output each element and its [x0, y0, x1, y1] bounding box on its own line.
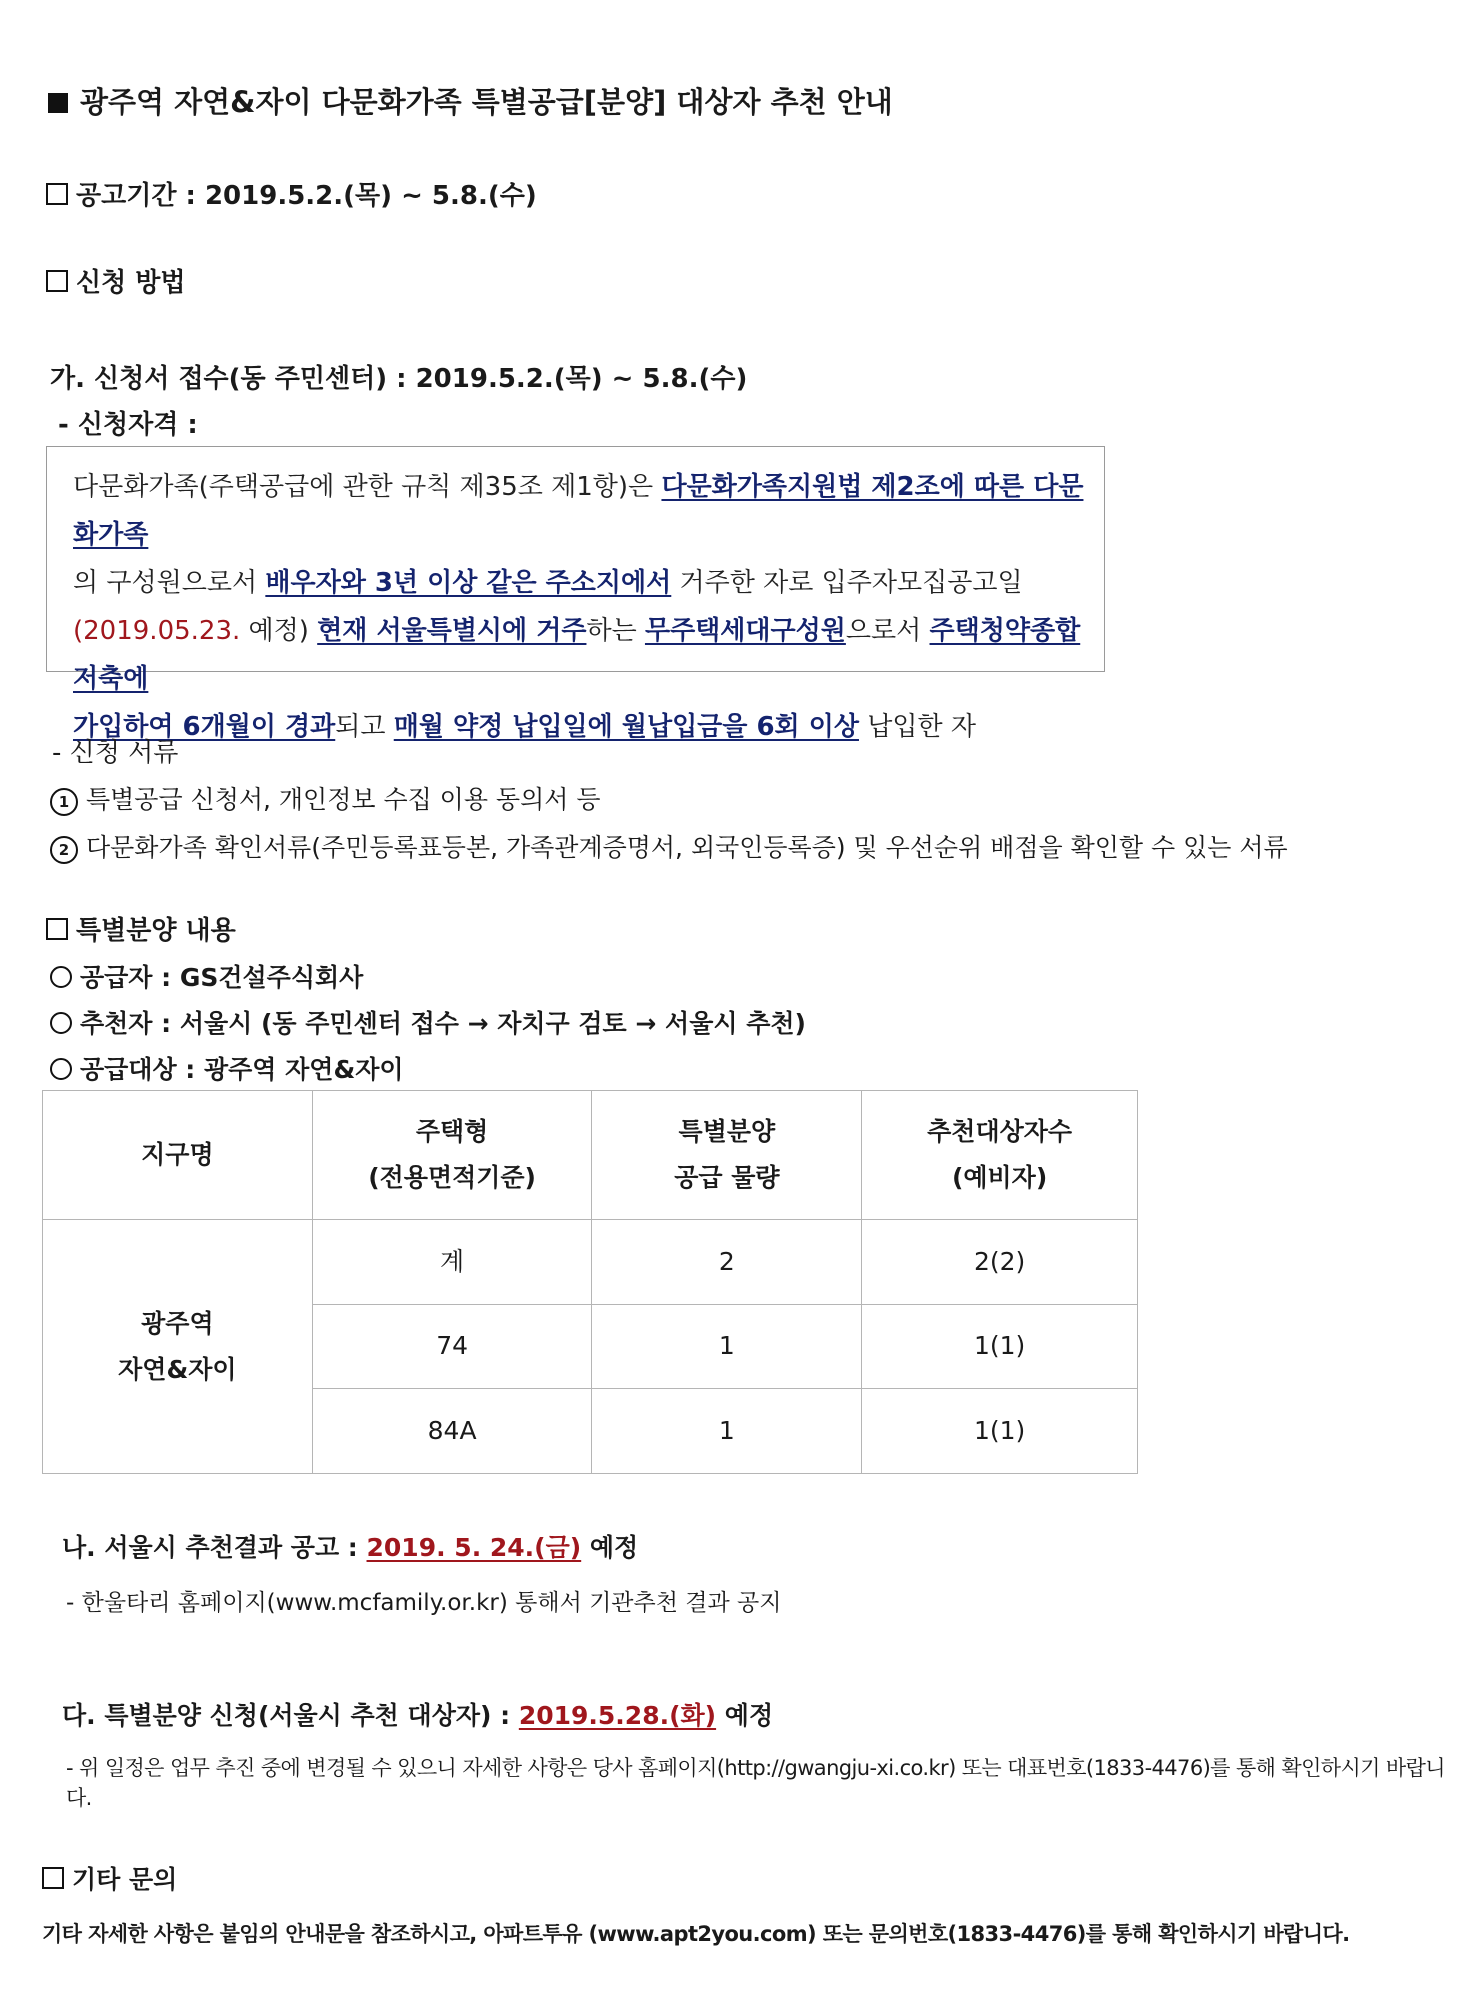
circle-bullet-icon	[50, 1012, 72, 1034]
type-cell: 84A	[312, 1389, 592, 1474]
document-item: 2 다문화가족 확인서류(주민등록표등본, 가족관계증명서, 외국인등록증) 및 우선순위 배점을 확인할 수 있는 서류	[50, 828, 1288, 864]
checkbox-square-icon	[46, 270, 68, 292]
header-housing-type: 주택형 (전용면적기준)	[312, 1091, 592, 1220]
special-supply-heading: 특별분양 내용	[46, 910, 236, 947]
notice-period: 공고기간 : 2019.5.2.(목) ~ 5.8.(수)	[46, 175, 537, 212]
qty-cell: 1	[592, 1389, 862, 1474]
other-heading: 기타 문의	[42, 1860, 177, 1896]
step-na: 나. 서울시 추천결과 공고 : 2019. 5. 24.(금) 예정	[62, 1533, 639, 1562]
circled-number: 2	[50, 836, 78, 864]
table-header-row	[43, 1091, 1138, 1220]
qualification-box	[46, 446, 1105, 742]
circled-number: 1	[50, 788, 78, 816]
target-line: 공급대상 : 광주역 자연&자이	[50, 1050, 404, 1086]
page-title: 광주역 자연&자이 다문화가족 특별공급[분양] 대상자 추천 안내	[48, 80, 893, 121]
recommended-cell: 1(1)	[862, 1389, 1138, 1474]
document-item: 1 특별공급 신청서, 개인정보 수집 이용 동의서 등	[50, 780, 600, 816]
application-method-heading: 신청 방법	[46, 262, 186, 299]
qualification-label: - 신청자격 :	[58, 410, 198, 440]
qty-cell: 1	[592, 1304, 862, 1389]
table-row	[43, 1220, 1138, 1305]
type-cell: 계	[312, 1220, 592, 1305]
circle-bullet-icon	[50, 1058, 72, 1080]
step-ga: 가. 신청서 접수(동 주민센터) : 2019.5.2.(목) ~ 5.8.(수)	[50, 364, 748, 394]
type-cell: 74	[312, 1304, 592, 1389]
step-da: 다. 특별분양 신청(서울시 추천 대상자) : 2019.5.28.(화) 예정	[62, 1701, 774, 1730]
header-district: 지구명	[43, 1091, 313, 1220]
documents-label: - 신청 서류	[52, 738, 179, 768]
checkbox-square-icon	[46, 918, 68, 940]
supply-table	[42, 1090, 1138, 1474]
step-da-note: - 위 일정은 업무 추진 중에 변경될 수 있으니 자세한 사항은 당사 홈페이지(http://gwangju-xi.co.kr) 또는 대표번호(1833-4476)를 통해 확인하시기 바랍니다.	[66, 1756, 1445, 1810]
qty-cell: 2	[592, 1220, 862, 1305]
other-text: 기타 자세한 사항은 붙임의 안내문을 참조하시고, 아파트투유 (www.apt2you.com) 또는 문의번호(1833-4476)를 통해 확인하시기 바랍니다.	[42, 1922, 1350, 1946]
recommender-line: 추천자 : 서울시 (동 주민센터 접수 → 자치구 검토 → 서울시 추천)	[50, 1004, 806, 1040]
checkbox-square-icon	[46, 183, 68, 205]
district-cell: 광주역 자연&자이	[43, 1220, 313, 1474]
checkbox-square-icon	[42, 1867, 64, 1889]
header-recommended: 추천대상자수 (예비자)	[862, 1091, 1138, 1220]
supplier-line: 공급자 : GS건설주식회사	[50, 958, 363, 994]
qualification-text: 다문화가족(주택공급에 관한 규칙 제35조 제1항)은 다문화가족지원법 제2조에 따른 다문화가족 의 구성원으로서 배우자와 3년 이상 같은 주소지에서 거주한 자로 입주자모집공고일 (2019.05.23. 예정) 현재 서울특별시에 거주하는 무주택세대구성원으로서 주택청약종합저축에 가입하여 6개월이 경과되고 매월 약정 납입일에 월납입금을 6회 이상 납입한 자	[73, 472, 1084, 742]
header-supply-qty: 특별분양 공급 물량	[592, 1091, 862, 1220]
step-na-note: - 한울타리 홈페이지(www.mcfamily.or.kr) 통해서 기관추천 결과 공지	[66, 1590, 782, 1616]
recommended-cell: 1(1)	[862, 1304, 1138, 1389]
circle-bullet-icon	[50, 966, 72, 988]
filled-square-icon	[48, 93, 68, 113]
recommended-cell: 2(2)	[862, 1220, 1138, 1305]
